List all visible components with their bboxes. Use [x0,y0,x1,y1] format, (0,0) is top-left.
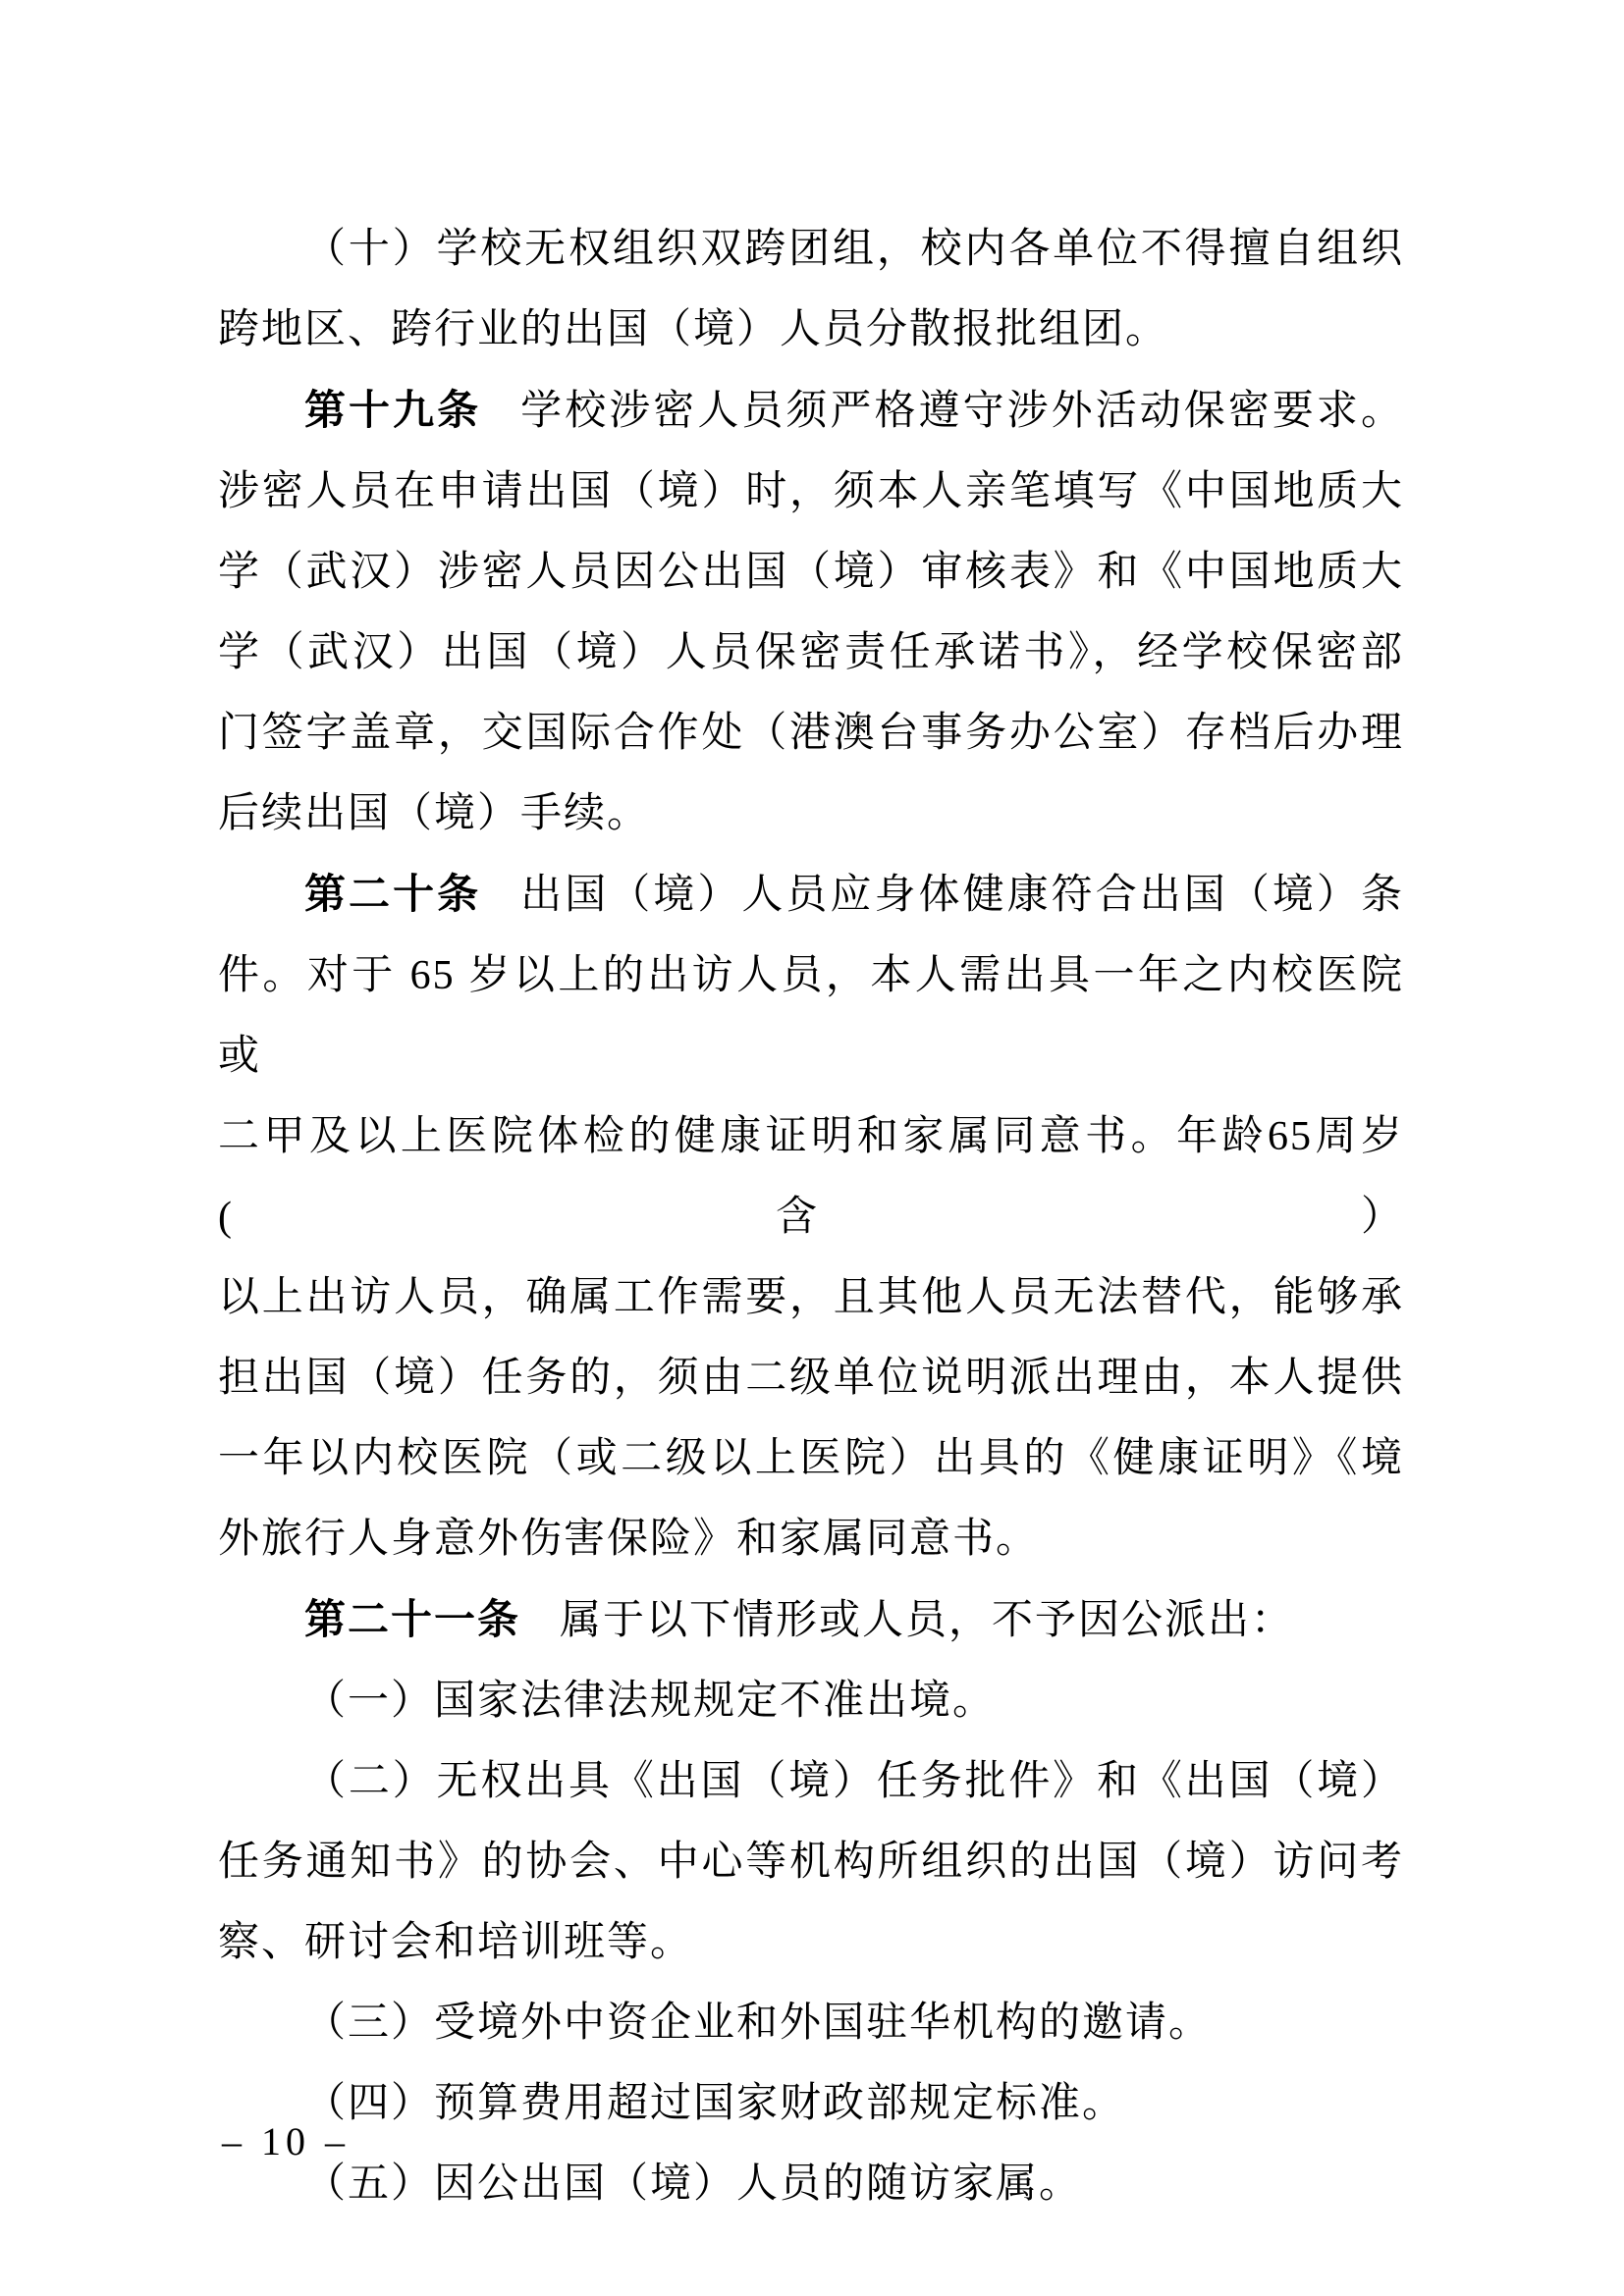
document-line: 担出国（境）任务的，须由二级单位说明派出理由，本人提供 [218,1356,1404,1401]
page-number: – 10 – [222,2119,350,2163]
document-line: 件。对于 65 岁以上的出访人员，本人需出具一年之内校医院或 [218,953,1404,1079]
document-line: 二甲及以上医院体检的健康证明和家属同意书。年龄65周岁(含） [218,1114,1404,1240]
document-line: （二）无权出具《出国（境）任务批件》和《出国（境） [304,1759,1404,1804]
document-line: 外旅行人身意外伤害保险》和家属同意书。 [218,1517,1040,1562]
document-line: 后续出国（境）手续。 [218,791,651,836]
document-line: 学（武汉）出国（境）人员保密责任承诺书》，经学校保密部 [218,630,1404,675]
document-text-block [218,209,1404,2224]
line-text: 出国（境）人员应身体健康符合出国（境）条 [520,873,1404,918]
article-number: 第二十一条 [304,1596,521,1642]
article-number: 第二十条 [304,871,482,917]
document-line: 学（武汉）涉密人员因公出国（境）审核表》和《中国地质大 [218,550,1404,595]
article-number: 第十九条 [304,387,482,433]
document-line: （十）学校无权组织双跨团组，校内各单位不得擅自组织 [304,227,1404,272]
document-line: （四）预算费用超过国家财政部规定标准。 [304,2081,1126,2126]
document-line [218,1579,1404,1661]
document-line: 以上出访人员，确属工作需要，且其他人员无法替代，能够承 [218,1275,1404,1320]
document-line: 涉密人员在申请出国（境）时，须本人亲笔填写《中国地质大 [218,469,1404,514]
line-text: 学校涉密人员须严格遵守涉外活动保密要求。 [520,389,1404,434]
document-line [218,370,1404,452]
document-line: 察、研讨会和培训班等。 [218,1920,694,1965]
document-line: 门签字盖章，交国际合作处（港澳台事务办公室）存档后办理 [218,711,1404,756]
document-line: 一年以内校医院（或二级以上医院）出具的《健康证明》《境 [218,1436,1404,1481]
document-line: （一）国家法律法规规定不准出境。 [304,1679,997,1724]
document-line: （三）受境外中资企业和外国驻华机构的邀请。 [304,2001,1213,2046]
document-line: 跨地区、跨行业的出国（境）人员分散报批组团。 [218,307,1169,352]
document-line: （五）因公出国（境）人员的随访家属。 [304,2162,1083,2207]
line-text: 属于以下情形或人员，不予因公派出： [560,1598,1295,1643]
document-line: 任务通知书》的协会、中心等机构所组织的出国（境）访问考 [218,1840,1404,1885]
document-line [218,854,1404,935]
